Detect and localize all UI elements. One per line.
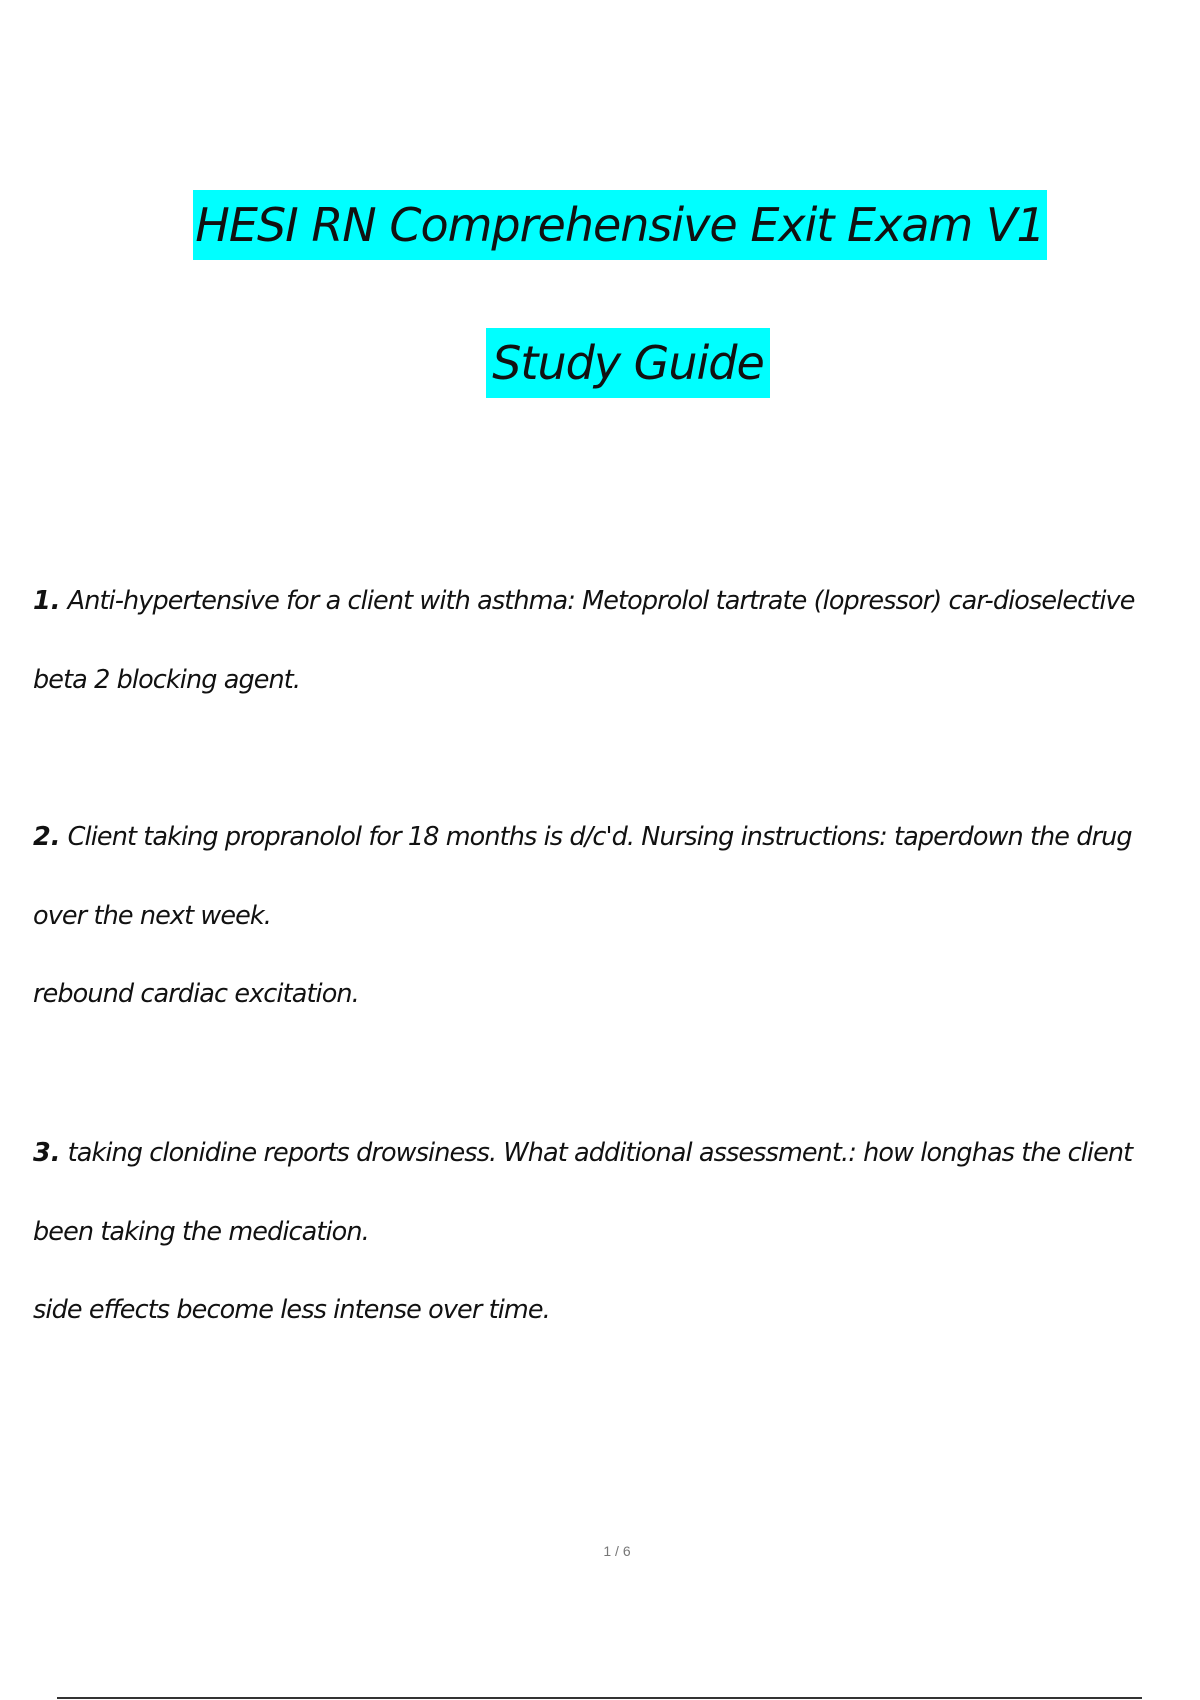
page-bottom-divider xyxy=(57,1697,1142,1699)
question-1-text: Anti-hypertensive for a client with asthma: Metoprolol tartrate (lopressor) car-dioselective xyxy=(67,586,1135,616)
question-3-line-1 xyxy=(33,1136,1193,1170)
document-title xyxy=(0,190,1200,260)
document-subtitle xyxy=(0,328,1200,398)
question-1-line-1 xyxy=(33,584,1193,618)
question-2-line-2: over the next week. xyxy=(33,901,271,931)
question-2-line-1 xyxy=(33,820,1193,854)
question-2-number: 2. xyxy=(33,822,61,852)
page-indicator: 1 / 6 xyxy=(603,1543,631,1559)
question-3-answer-rationale: side effects become less intense over time. xyxy=(33,1295,550,1325)
question-2-text: Client taking propranolol for 18 months is d/c'd. Nursing instructions: taperdown the drug xyxy=(67,822,1132,852)
question-1-number: 1. xyxy=(33,586,61,616)
question-3-number: 3. xyxy=(33,1138,61,1168)
title-highlight: HESI RN Comprehensive Exit Exam V1 xyxy=(193,190,1046,260)
question-1-line-2: beta 2 blocking agent. xyxy=(33,665,301,695)
subtitle-highlight: Study Guide xyxy=(486,328,770,398)
question-3-line-2: been taking the medication. xyxy=(33,1217,369,1247)
question-3-text: taking clonidine reports drowsiness. What additional assessment.: how longhas the client xyxy=(67,1138,1133,1168)
question-2-answer-rationale: rebound cardiac excitation. xyxy=(33,979,359,1009)
